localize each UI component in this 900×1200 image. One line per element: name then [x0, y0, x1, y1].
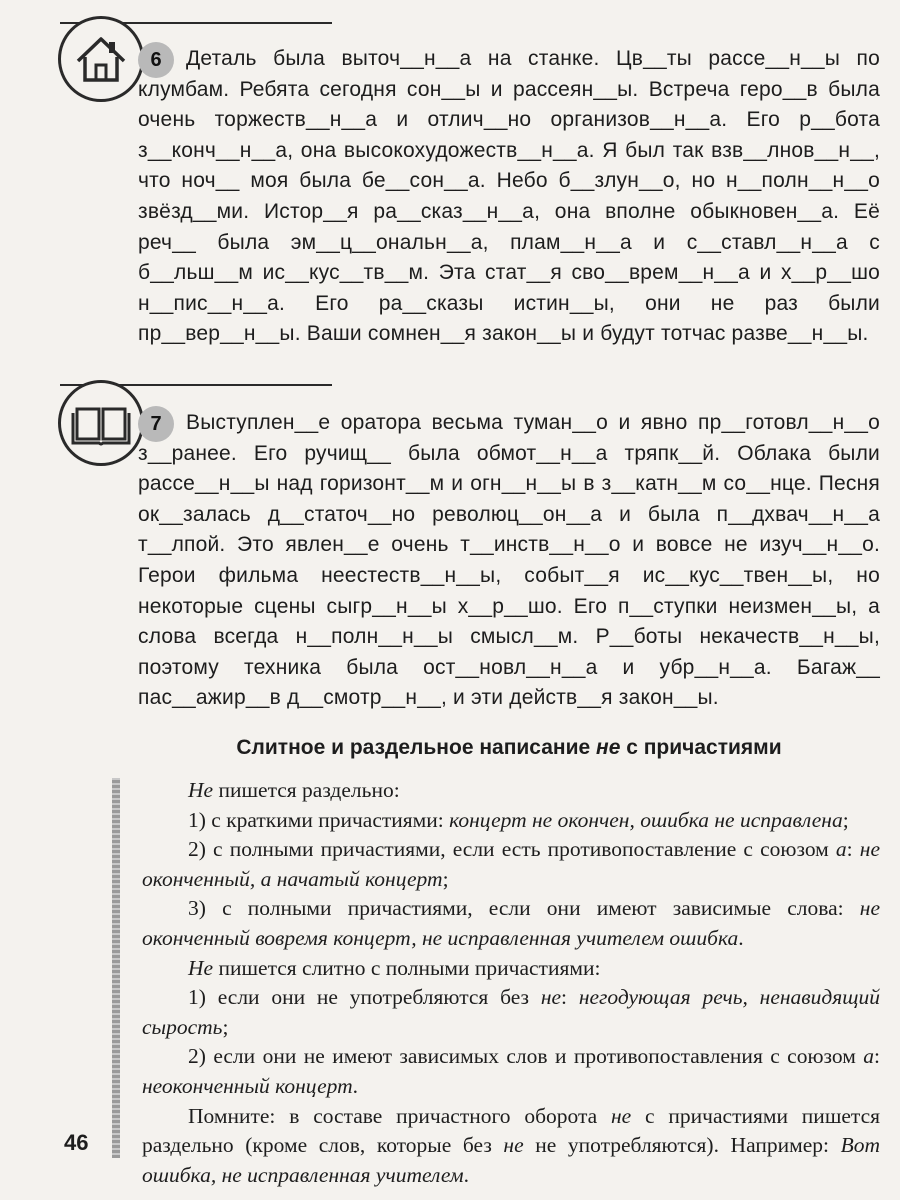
rule-paragraph	[142, 954, 880, 984]
exercise-6-number: 6	[138, 42, 174, 78]
rule-text: ;	[442, 866, 449, 891]
rule-paragraph	[142, 1102, 880, 1191]
rule-paragraph	[142, 776, 880, 806]
rule-example: не	[503, 1133, 524, 1158]
rule-paragraph	[142, 983, 880, 1042]
rule-example: а	[863, 1044, 875, 1069]
rule-text: пишется слитно с полными причастиями:	[213, 955, 601, 980]
rule-text: 1) если они не употребляются без	[188, 985, 541, 1010]
section-title-part-1: Слитное и раздельное написание	[236, 736, 597, 759]
exercise-7-text	[138, 408, 880, 714]
rule-text: .	[352, 1073, 358, 1098]
rule-text: с причастиями пишется раздельно (кроме слов, которые без	[142, 1103, 881, 1158]
section-title-part-2: с причастиями	[620, 736, 782, 759]
rule-example: не	[540, 985, 562, 1010]
exercise-6-text	[138, 44, 880, 350]
rule-example: Не	[188, 955, 214, 980]
rule-example: Не	[188, 778, 214, 802]
rule-text: .	[738, 925, 744, 950]
rule-paragraph	[142, 1042, 880, 1101]
rule-paragraph	[142, 894, 880, 953]
rule-example: негодующая речь, ненавидящий сырость	[142, 985, 880, 1039]
page-number: 46	[64, 1130, 89, 1155]
rule-paragraph	[142, 806, 880, 836]
rule-paragraph	[142, 835, 880, 894]
rule-text: :	[846, 837, 860, 862]
rule-text: 2) если они не имеют зависимых слов и противопоставления с союзом	[188, 1044, 864, 1069]
section-title	[138, 736, 880, 760]
rule-example: не оконченный вовремя концерт, не исправленная учителем ошибка	[142, 896, 880, 950]
exercise-6-body: Деталь была выточ__н__а на станке. Цв__ты рассе__н__ы по клумбам. Ребята сегодня сон__ы и рассеян__ы. Встреча геро__в была очень торжеств__н__а и отлич__но организов__н__а. Его р__бота з__конч__н__а, она высокохудожеств__н__а. Я был так взв__лнов__н__, что ноч__ моя была бе__сон__а. Небо б__злун__о, но н__полн__н__о звёзд__ми. Истор__я ра__сказ__н__а, она вполне обыкновен__а. Её реч__ была эм__ц__ональн__а, плам__н__а и с__ставл__н__а с б__льш__м ис__кус__тв__м. Эта стат__я сво__врем__н__а и х__р__шо н__пис__н__а. Его ра__сказы истин__ы, они не раз были пр__вер__н__ы. Ваши сомнен__я закон__ы и будут тотчас разве__н__ы.	[138, 47, 880, 346]
exercise-7-number: 7	[138, 406, 174, 442]
rule-example: неоконченный концерт	[142, 1073, 353, 1098]
rule-example: Вот ошибка, не исправленная учителем	[142, 1133, 880, 1187]
rule-text: ;	[222, 1014, 229, 1039]
book-icon	[58, 380, 144, 466]
section-title-emphasis: не	[596, 736, 621, 759]
rule-text: 2) с полными причастиями, если есть противопоставление с союзом	[188, 837, 836, 862]
rule-example: концерт не окончен, ошибка не исправлена	[449, 807, 843, 832]
home-icon	[58, 16, 144, 102]
rule-text: пишется раздельно:	[213, 778, 400, 802]
rule-text: :	[561, 985, 579, 1010]
rule-text: .	[463, 1162, 470, 1187]
rule-example: а	[835, 837, 847, 862]
exercise-7-body: Выступлен__е оратора весьма туман__о и явно пр__готовл__н__о з__ранее. Его ручищ__ была обмот__н__а тряпк__й. Облака были рассе__н__ы над горизонт__м и огн__н__ы в з__катн__м со__нце. Песня ок__залась д__статоч__но революц__он__а и была п__дхвач__н__а т__лпой. Это явлен__е очень т__инств__н__о и вовсе не изуч__н__о. Герои фильма неестеств__н__ы, событ__я ис__кус__твен__ы, но некоторые сцены сыгр__н__ы х__р__шо. Его п__ступки неизмен__ы, а слова всегда н__полн__н__ы смысл__м. Р__боты некачеств__н__ы, поэтому техника была ост__новл__н__а и убр__н__а. Багаж__ пас__ажир__в д__смотр__н__, и эти действ__я закон__ы.	[138, 411, 880, 710]
rule-text: не употребляются). Например:	[523, 1133, 841, 1158]
rule-text-block	[142, 776, 880, 1190]
rule-margin-bar	[112, 778, 120, 1158]
rule-text: Помните: в составе причастного оборота	[188, 1103, 612, 1128]
rule-example: не оконченный, а начатый концерт	[142, 837, 880, 891]
rule-example: не	[611, 1103, 632, 1128]
rule-text: ;	[842, 807, 849, 832]
rule-text: :	[874, 1044, 880, 1069]
rule-text: 1) с краткими причастиями:	[188, 807, 450, 832]
rule-text: 3) с полными причастиями, если они имеют зависимые слова:	[188, 896, 860, 921]
